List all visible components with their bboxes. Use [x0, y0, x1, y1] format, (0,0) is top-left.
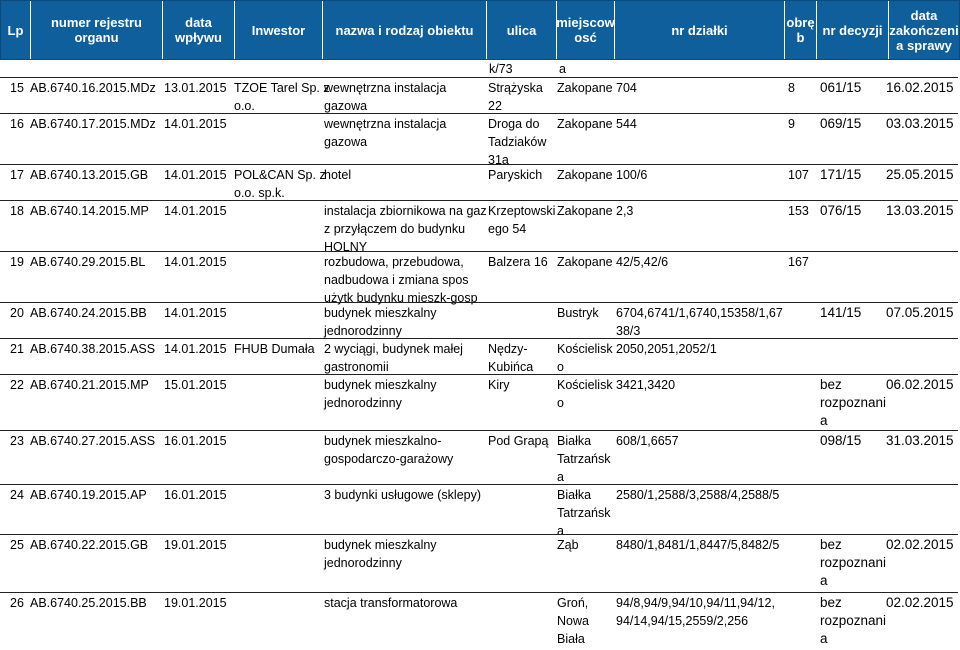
cell-place: Kościelisk o: [557, 378, 613, 410]
cell-plot-number: 2,3: [616, 204, 634, 218]
header-object-name: nazwa i rodzaj obiektu: [323, 1, 487, 59]
cell-lp: 16: [10, 117, 24, 131]
cell-place: Kościelisk o: [557, 342, 613, 374]
row-separator: [0, 534, 958, 535]
header-precinct: obrę b: [785, 1, 817, 59]
cell-completion-date: 13.03.2015: [886, 203, 954, 218]
cell-date-received: 19.01.2015: [164, 538, 227, 552]
cell-lp: 25: [10, 538, 24, 552]
cell-register-number: AB.6740.13.2015.GB: [30, 168, 149, 182]
cell-decision-number: 076/15: [820, 203, 862, 218]
cell-street: Paryskich: [488, 168, 543, 182]
cell-date-received: 14.01.2015: [164, 255, 227, 269]
cell-date-received: 14.01.2015: [164, 306, 227, 320]
cell-plot-number: 8480/1,8481/1,8447/5,8482/5: [616, 538, 780, 552]
cell-object-name: budynek mieszkalno- gospodarczo-garażowy: [324, 434, 454, 466]
row-separator: [0, 77, 958, 78]
cell-lp: 17: [10, 168, 24, 182]
cell-lp: 24: [10, 488, 24, 502]
cell-date-received: 14.01.2015: [164, 342, 227, 356]
cell-precinct: 8: [788, 81, 795, 95]
cell-lp: 22: [10, 378, 24, 392]
cell-object-name: stacja transformatorowa: [324, 596, 458, 610]
cell-register-number: AB.6740.17.2015.MDz: [30, 117, 156, 131]
row-separator: [0, 430, 958, 431]
header-date-received: data wpływu: [163, 1, 235, 59]
cell-object-name: wewnętrzna instalacja gazowa: [324, 117, 447, 149]
cell-register-number: AB.6740.14.2015.MP: [30, 204, 149, 218]
header-register-number: numer rejestru organu: [31, 1, 163, 59]
cell-decision-number: 061/15: [820, 80, 862, 95]
cell-place: Zakopane: [557, 255, 613, 269]
row-separator: [0, 338, 958, 339]
header-plot-number: nr działki: [615, 1, 785, 59]
cell-street: Droga do Tadziaków 31a: [488, 117, 547, 167]
cell-place: Białka Tatrzańsk a: [557, 434, 611, 484]
cell-street: Balzera 16: [488, 255, 548, 269]
cell-register-number: AB.6740.29.2015.BL: [30, 255, 146, 269]
cell-decision-number: 171/15: [820, 167, 862, 182]
fragment-street: k/73: [489, 62, 513, 76]
cell-precinct: 167: [788, 255, 809, 269]
cell-decision-number: 069/15: [820, 116, 862, 131]
header-street: ulica: [487, 1, 557, 59]
cell-street: Krzeptowski ego 54: [488, 204, 556, 236]
cell-date-received: 16.01.2015: [164, 488, 227, 502]
cell-lp: 23: [10, 434, 24, 448]
cell-date-received: 14.01.2015: [164, 168, 227, 182]
row-separator: [0, 374, 958, 375]
cell-place: Bustryk: [557, 306, 599, 320]
row-separator: [0, 484, 958, 485]
row-separator: [0, 302, 958, 303]
cell-plot-number: 2050,2051,2052/1: [616, 342, 717, 356]
cell-object-name: instalacja zbiornikowa na gaz z przyłączem do budynku HOLNY: [324, 204, 487, 254]
cell-completion-date: 03.03.2015: [886, 116, 954, 131]
cell-place: Białka Tatrzańsk a: [557, 488, 611, 538]
cell-place: Groń, Nowa Biała: [557, 596, 589, 646]
row-separator: [0, 592, 958, 593]
cell-precinct: 153: [788, 204, 809, 218]
cell-lp: 21: [10, 342, 24, 356]
cell-object-name: 2 wyciągi, budynek małej gastronomii: [324, 342, 463, 374]
cell-plot-number: 3421,3420: [616, 378, 676, 392]
cell-object-name: 3 budynki usługowe (sklepy): [324, 488, 482, 502]
row-separator: [0, 113, 958, 114]
cell-completion-date: 25.05.2015: [886, 167, 954, 182]
cell-object-name: wewnętrzna instalacja gazowa: [324, 81, 447, 113]
cell-completion-date: 02.02.2015: [886, 595, 954, 610]
header-completion-date: data zakończeni a sprawy: [889, 7, 959, 53]
cell-plot-number: 544: [616, 117, 637, 131]
cell-register-number: AB.6740.22.2015.GB: [30, 538, 149, 552]
cell-lp: 19: [10, 255, 24, 269]
cell-street: Pod Grapą: [488, 434, 549, 448]
cell-investor: FHUB Dumała: [234, 342, 315, 356]
cell-register-number: AB.6740.24.2015.BB: [30, 306, 147, 320]
cell-date-received: 14.01.2015: [164, 117, 227, 131]
cell-plot-number: 2580/1,2588/3,2588/4,2588/5: [616, 488, 780, 502]
cell-place: Zakopane: [557, 168, 613, 182]
cell-register-number: AB.6740.21.2015.MP: [30, 378, 149, 392]
cell-register-number: AB.6740.19.2015.AP: [30, 488, 147, 502]
cell-decision-number: 141/15: [820, 305, 862, 320]
cell-object-name: rozbudowa, przebudowa, nadbudowa i zmiana spos użytk budynku mieszk-gosp: [324, 255, 478, 305]
cell-completion-date: 16.02.2015: [886, 80, 954, 95]
header-place: miejscow osć: [557, 1, 615, 59]
cell-lp: 26: [10, 596, 24, 610]
cell-date-received: 14.01.2015: [164, 204, 227, 218]
cell-decision-number: bez rozpoznani a: [820, 377, 887, 428]
cell-street: Nędzy- Kubińca: [488, 342, 534, 374]
cell-object-name: budynek mieszkalny jednorodzinny: [324, 378, 437, 410]
cell-place: Zakopane: [557, 204, 613, 218]
cell-date-received: 19.01.2015: [164, 596, 227, 610]
cell-object-name: budynek mieszkalny jednorodzinny: [324, 538, 437, 570]
cell-decision-number: bez rozpoznani a: [820, 595, 887, 646]
cell-place: Zakopane: [557, 81, 613, 95]
table-header: [0, 0, 960, 60]
cell-lp: 20: [10, 306, 24, 320]
cell-plot-number: 6704,6741/1,6740,15358/1,67 38/3: [616, 306, 783, 338]
cell-investor: TZOE Tarel Sp. z o.o.: [234, 81, 330, 113]
cell-completion-date: 07.05.2015: [886, 305, 954, 320]
cell-decision-number: bez rozpoznani a: [820, 537, 887, 588]
cell-precinct: 107: [788, 168, 809, 182]
cell-lp: 15: [10, 81, 24, 95]
cell-register-number: AB.6740.16.2015.MDz: [30, 81, 156, 95]
cell-register-number: AB.6740.38.2015.ASS: [30, 342, 156, 356]
cell-street: Kiry: [488, 378, 510, 392]
cell-plot-number: 704: [616, 81, 637, 95]
cell-object-name: budynek mieszkalny jednorodzinny: [324, 306, 437, 338]
row-separator: [0, 251, 958, 252]
cell-completion-date: 02.02.2015: [886, 537, 954, 552]
cell-plot-number: 100/6: [616, 168, 648, 182]
row-separator: [0, 200, 958, 201]
cell-register-number: AB.6740.25.2015.BB: [30, 596, 147, 610]
cell-date-received: 15.01.2015: [164, 378, 227, 392]
cell-date-received: 13.01.2015: [164, 81, 227, 95]
cell-completion-date: 31.03.2015: [886, 433, 954, 448]
cell-decision-number: 098/15: [820, 433, 862, 448]
cell-place: Ząb: [557, 538, 579, 552]
cell-lp: 18: [10, 204, 24, 218]
cell-street: Strążyska 22: [488, 81, 543, 113]
cell-precinct: 9: [788, 117, 795, 131]
header-decision-number: nr decyzji: [817, 1, 889, 59]
cell-plot-number: 94/8,94/9,94/10,94/11,94/12, 94/14,94/15,2559/2,256: [616, 596, 775, 628]
header-lp: Lp: [1, 1, 31, 59]
cell-completion-date: 06.02.2015: [886, 377, 954, 392]
cell-place: Zakopane: [557, 117, 613, 131]
cell-plot-number: 42/5,42/6: [616, 255, 669, 269]
cell-register-number: AB.6740.27.2015.ASS: [30, 434, 156, 448]
fragment-place: a: [559, 62, 566, 76]
cell-object-name: hotel: [324, 168, 352, 182]
row-separator: [0, 164, 958, 165]
cell-investor: POL&CAN Sp. z o.o. sp.k.: [234, 168, 326, 200]
cell-date-received: 16.01.2015: [164, 434, 227, 448]
header-investor: Inwestor: [235, 1, 323, 59]
cell-plot-number: 608/1,6657: [616, 434, 679, 448]
